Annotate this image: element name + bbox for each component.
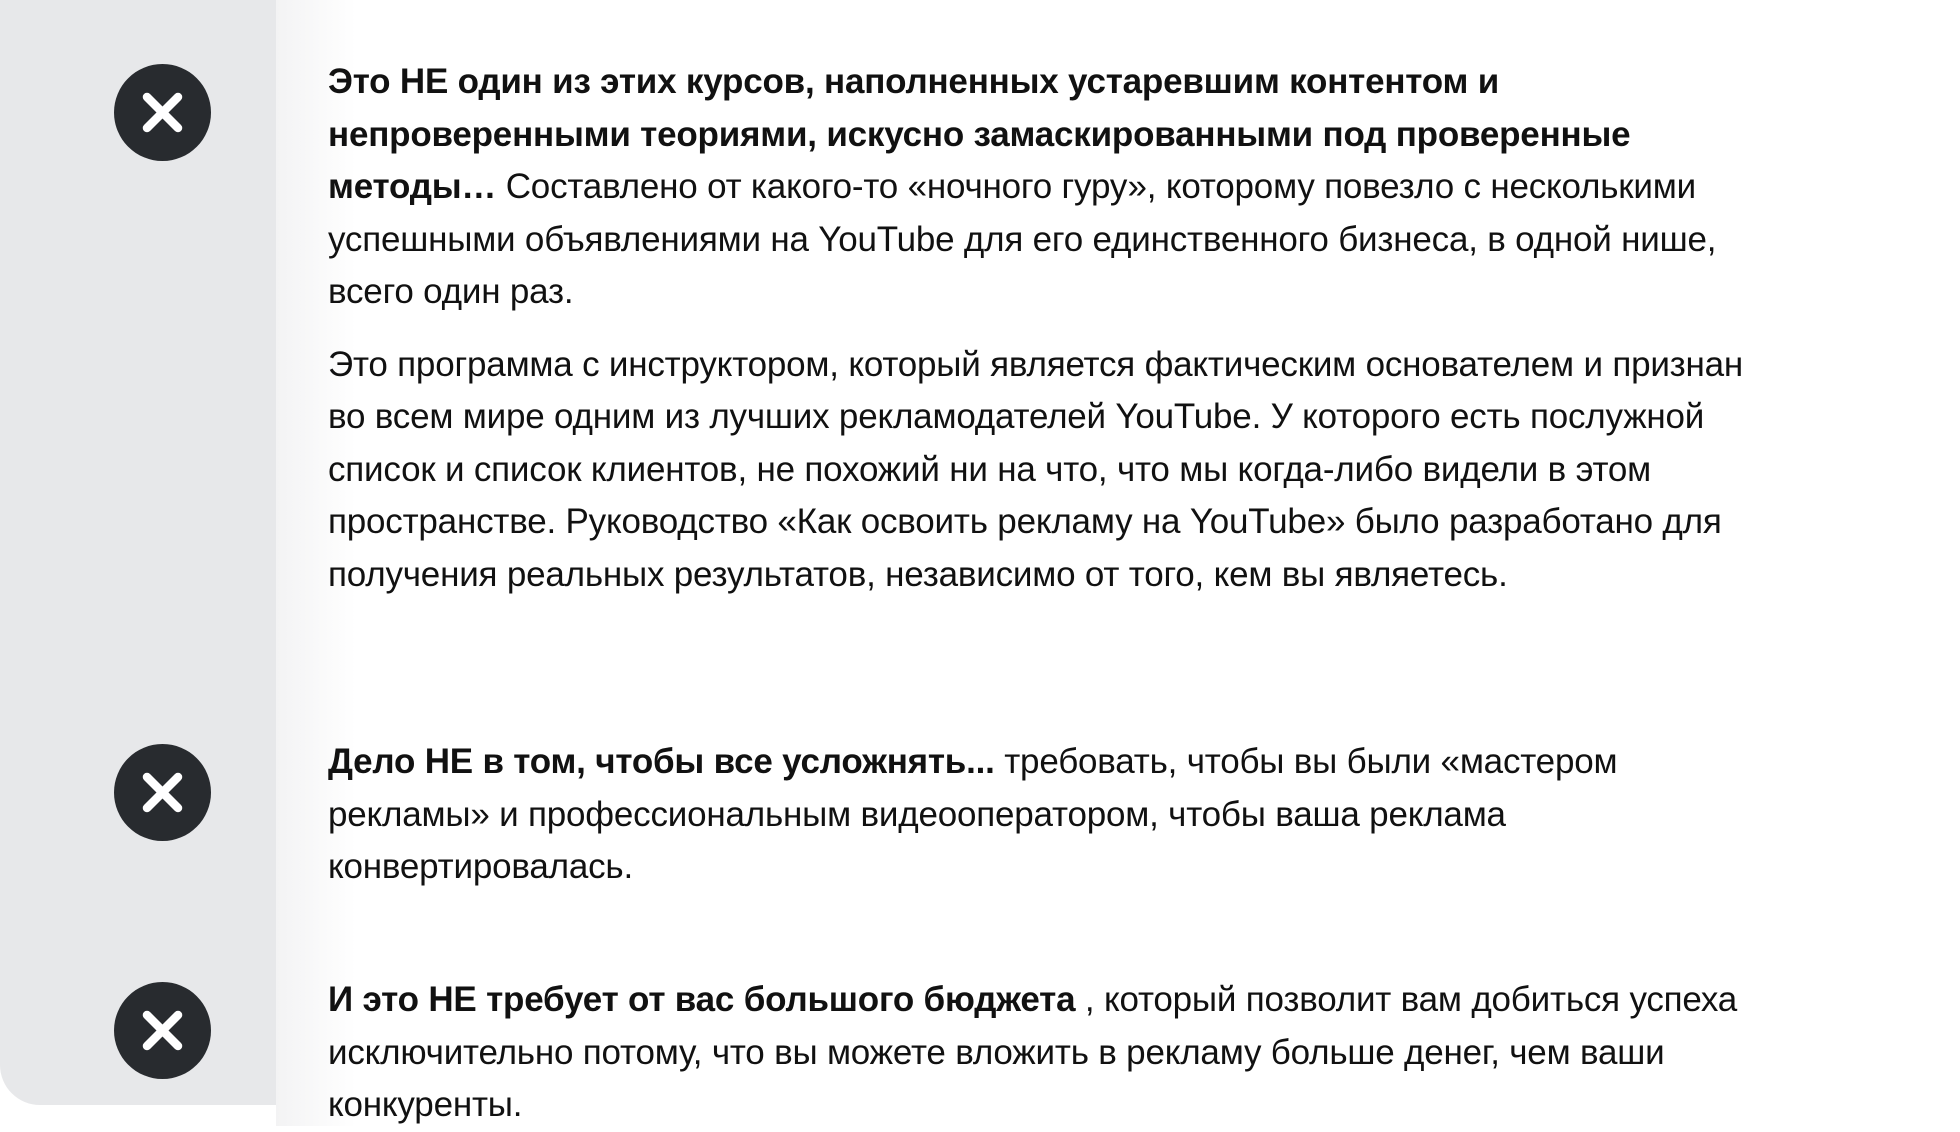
item-2-body: требовать, чтобы вы были «мастером рекламы» и профессиональным видеооператором, чтобы ваша реклама конвертировалась. (328, 742, 1618, 886)
item-1-paragraph-2 (328, 339, 1768, 602)
item-3 (328, 974, 1768, 1132)
item-2-bold-lead: Дело НЕ в том, чтобы все усложнять... (328, 742, 995, 781)
item-3-paragraph-1 (328, 974, 1768, 1132)
x-circle-icon (114, 982, 211, 1079)
item-1 (328, 56, 1768, 601)
item-1-bold-lead: Это НЕ один из этих курсов, наполненных устаревшим контентом и непроверенными теориями, искусно замаскированными под проверенные методы… (328, 62, 1631, 206)
x-circle-icon (114, 744, 211, 841)
x-circle-icon (114, 64, 211, 161)
item-3-body: , который позволит вам добиться успеха исключительно потому, что вы можете вложить в рекламу больше денег, чем ваши конкуренты. (328, 980, 1738, 1124)
item-2-paragraph-1 (328, 736, 1768, 894)
item-1-body-2: Это программа с инструктором, который является фактическим основателем и признан во всем мире одним из лучших рекламодателей YouTube. У которого есть послужной список и список клиентов, не похожий ни на что, что мы когда-либо видели в этом пространстве. Руководство «Как освоить рекламу на YouTube» было разработано для получения реальных результатов, независимо от того, кем вы являетесь. (328, 344, 1744, 594)
item-1-paragraph-1 (328, 56, 1768, 319)
item-3-bold-lead: И это НЕ требует от вас большого бюджета (328, 980, 1076, 1019)
item-1-body: Составлено от какого-то «ночного гуру», которому повезло с несколькими успешными объявлениями на YouTube для его единственного бизнеса, в одной нише, всего один раз. (328, 167, 1717, 311)
item-2 (328, 736, 1768, 894)
side-panel (0, 0, 276, 1105)
